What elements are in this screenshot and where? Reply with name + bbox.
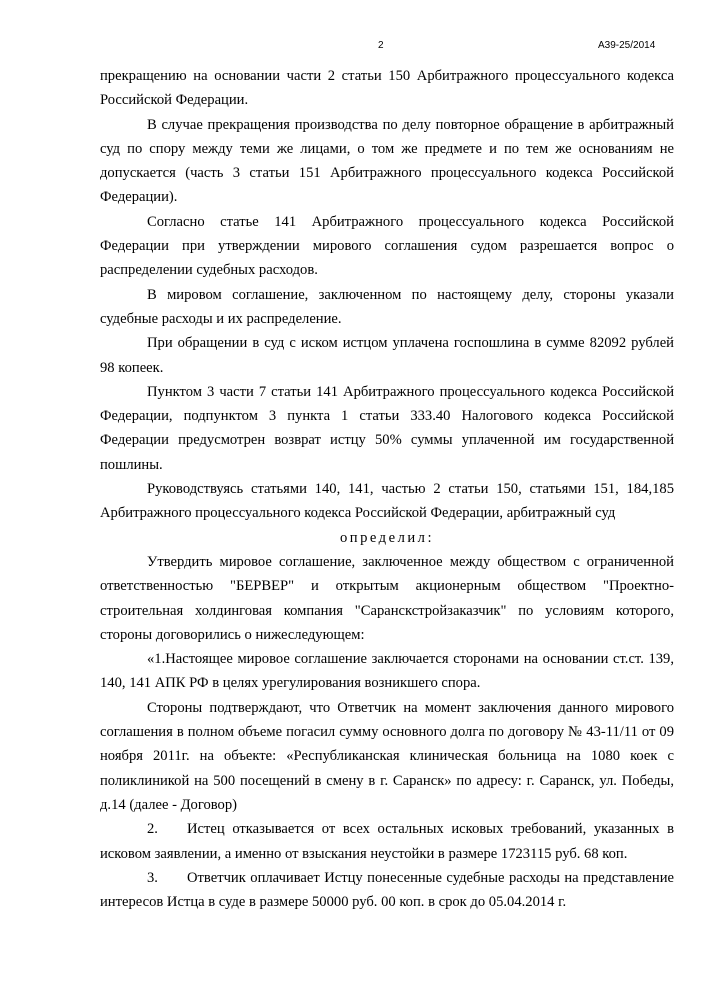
paragraph-repeat-claim: В случае прекращения производства по делу повторное обращение в арбитражный суд по спору между теми же лицами, о том же предмете и по тем же основаниям не допускается (часть 3 статьи 151 Арбитражного процессуального кодекса Российской Федерации). (100, 116, 674, 206)
clause-number: 3. (147, 869, 158, 886)
settlement-clause-3 (100, 866, 674, 915)
ruling-heading: определил: (339, 529, 435, 546)
settlement-clause-1: «1.Настоящее мировое соглашение заключается сторонами на основании ст.ст. 139, 140, 141 АПК РФ в целях урегулирования возникшего спора. (100, 651, 674, 692)
clause-text: Истец отказывается от всех остальных исковых требований, указанных в исковом заявлении, а именно от взыскания неустойки в размере 1723115 руб. 68 коп. (100, 821, 674, 862)
settlement-clause-2 (100, 817, 674, 866)
paragraph-court-costs: Согласно статье 141 Арбитражного процессуального кодекса Российской Федерации при утверждении мирового соглашения судом разрешается вопрос о распределении судебных расходов. (100, 213, 674, 279)
paragraph-duty-refund: Пунктом 3 части 7 статьи 141 Арбитражного процессуального кодекса Российской Федерации, подпунктом 3 пункта 1 статьи 333.40 Налогового кодекса Российской Федерации предусмотрен возврат истцу 50% суммы уплаченной им государственной пошлины. (100, 383, 674, 473)
paragraph-continuation: прекращению на основании части 2 статьи 150 Арбитражного процессуального кодекса Российской Федерации. (100, 68, 674, 109)
paragraph-state-duty: При обращении в суд с иском истцом уплачена госпошлина в сумме 82092 рублей 98 копеек. (100, 335, 674, 376)
paragraph-parties-confirm: Стороны подтверждают, что Ответчик на момент заключения данного мирового соглашения в полном объеме погасил сумму основного долга по договору № 43-11/11 от 09 ноября 2011г. на объекте: «Республиканская клиническая больница на 1080 коек с поликлиникой на 500 посещений в смену в г. Саранск» по адресу: г. Саранск, ул. Победы, д.14 (далее - Договор) (100, 699, 674, 813)
paragraph-approve-settlement: Утвердить мировое соглашение, заключенное между обществом с ограниченной ответственностью "БЕРВЕР" и открытым акционерным обществом "Проектно-строительная холдинговая компания "Саранскстройзаказчик" по условиям которого, стороны договорились о нижеследующем: (100, 553, 674, 643)
case-number: А39-25/2014 (598, 40, 656, 51)
clause-text: Ответчик оплачивает Истцу понесенные судебные расходы на представление интересов Истца в суде в размере 50000 руб. 00 коп. в срок до 05.04.2014 г. (100, 869, 674, 911)
paragraph-settlement-costs: В мировом соглашение, заключенном по настоящему делу, стороны указали судебные расходы и их распределение. (100, 286, 674, 327)
paragraph-guided-by: Руководствуясь статьями 140, 141, частью 2 статьи 150, статьями 151, 184,185 Арбитражного процессуального кодекса Российской Федерации, арбитражный суд (100, 481, 674, 522)
page-number: 2 (378, 40, 384, 51)
clause-number: 2. (147, 821, 158, 838)
document-body (100, 64, 674, 914)
